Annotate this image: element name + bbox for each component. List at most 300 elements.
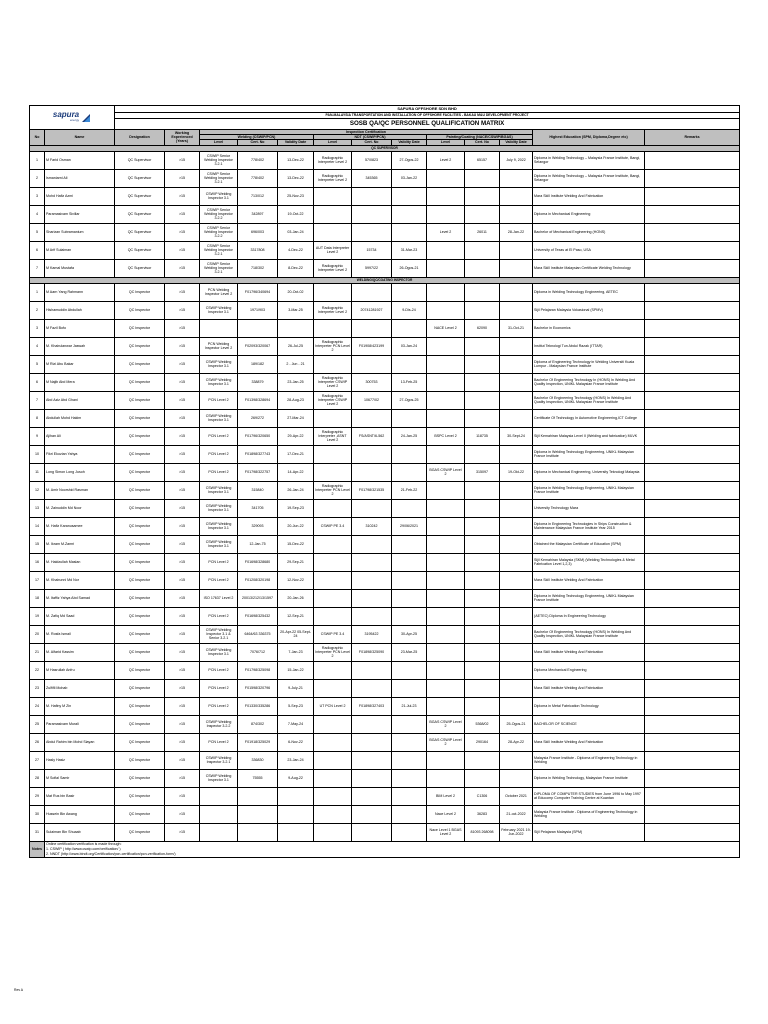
- person-name: M Sofial Samir: [45, 769, 115, 787]
- remarks: [645, 499, 740, 517]
- row-number: 16: [30, 553, 45, 571]
- welding-cert-no: 329093: [238, 517, 278, 535]
- ndt-cert-no: 345365: [352, 169, 392, 187]
- col-designation: Designation: [115, 130, 165, 146]
- welding-cert-no: 315840: [238, 481, 278, 499]
- notes-line: 1. CSWIP ( http://www.cswip.com/verification/ ): [46, 846, 121, 851]
- welding-cert-no: 338879: [238, 373, 278, 391]
- table-row: [30, 499, 740, 517]
- education: Obtained the Malaysian Certificate of Education (SPM): [533, 535, 645, 553]
- welding-level: PCN Level 2: [200, 697, 238, 715]
- welding-level: CSWIP Welding Inspector 3.1: [200, 301, 238, 319]
- ndt-validity: [392, 499, 427, 517]
- table-row: [30, 661, 740, 679]
- experience-years: >15: [165, 661, 200, 679]
- person-name: Long Simon Long Jusoh: [45, 463, 115, 481]
- remarks: [645, 697, 740, 715]
- welding-cert-no: F01698/325432: [238, 607, 278, 625]
- experience-years: >15: [165, 697, 200, 715]
- table-row: [30, 823, 740, 841]
- welding-cert-no: [238, 319, 278, 337]
- painting-validity: [500, 373, 533, 391]
- person-name: M. Itaffiz Yahya Abd Samad: [45, 589, 115, 607]
- section-supervisor: QC SUPERVISOR: [30, 145, 740, 151]
- ndt-level: [314, 499, 352, 517]
- welding-validity: 28-Aug-23: [278, 391, 314, 409]
- welding-level: CSWIP Welding Inspector 3.1: [200, 535, 238, 553]
- section-inspector: WELDING/QC/COATING INSPECTOR: [30, 277, 740, 283]
- person-name: Mat Rus bin Basir: [45, 787, 115, 805]
- welding-validity: 17-Dec-21: [278, 445, 314, 463]
- ndt-level: Radiographic Interpreter Level 2: [314, 169, 352, 187]
- document-title: SOSB QA/QC PERSONNEL QUALIFICATION MATRIX: [115, 119, 740, 130]
- education: Bachelor Of Engineering Technology In (HONS) In Welding And Quality Inspection, UNIKL Malaysian France Institute: [533, 373, 645, 391]
- ndt-validity: 24-Jan-25: [392, 427, 427, 445]
- painting-level: [427, 337, 465, 355]
- education: Institut Teknologi Tun Abdul Razak (ITTAR): [533, 337, 645, 355]
- welding-validity: [278, 823, 314, 841]
- person-name: Hussein Bin Awang: [45, 805, 115, 823]
- designation: QC Supervisor: [115, 187, 165, 205]
- painting-cert-no: [465, 679, 500, 697]
- welding-cert-no: F02093/320067: [238, 337, 278, 355]
- welding-cert-no: 718/302: [238, 259, 278, 277]
- welding-validity: 12-Sep-21: [278, 607, 314, 625]
- person-name: Paramasivam Murali: [45, 715, 115, 733]
- welding-validity: [278, 319, 314, 337]
- painting-level: [427, 355, 465, 373]
- row-number: 3: [30, 187, 45, 205]
- welding-validity: 19-Oct-22: [278, 205, 314, 223]
- table-row: [30, 169, 740, 187]
- table-row: [30, 589, 740, 607]
- painting-level: [427, 445, 465, 463]
- row-number: 25: [30, 715, 45, 733]
- table-row: [30, 697, 740, 715]
- ndt-level: CSWIP PE 3.4: [314, 517, 352, 535]
- table-row: [30, 481, 740, 499]
- table-row: [30, 787, 740, 805]
- ndt-cert-no: [352, 355, 392, 373]
- col-ndt-validity: Validity Date: [392, 140, 427, 145]
- painting-level: [427, 373, 465, 391]
- col-welding-group: Welding (CSWIP/PCN): [200, 135, 314, 140]
- welding-validity: 7-May-24: [278, 715, 314, 733]
- remarks: [645, 187, 740, 205]
- person-name: Abdullah Mohd Hakim: [45, 409, 115, 427]
- row-number: 22: [30, 661, 45, 679]
- ndt-validity: [392, 571, 427, 589]
- welding-level: [200, 805, 238, 823]
- ndt-cert-no: [352, 661, 392, 679]
- table-row: [30, 463, 740, 481]
- experience-years: >15: [165, 373, 200, 391]
- education: Bachelor in Economics: [533, 319, 645, 337]
- designation: QC Inspector: [115, 517, 165, 535]
- remarks: [645, 355, 740, 373]
- welding-level: PCN Level 2: [200, 445, 238, 463]
- ndt-cert-no: 5997/22: [352, 259, 392, 277]
- painting-validity: July 9, 2022: [500, 151, 533, 169]
- education: (AETEC) Diploma In Engineering Technology: [533, 607, 645, 625]
- painting-cert-no: 81093 268098: [465, 823, 500, 841]
- welding-level: CSWIP Senior Welding Inspector 3.2.1: [200, 241, 238, 259]
- remarks: [645, 319, 740, 337]
- painting-level: [427, 571, 465, 589]
- person-name: M. Haidzullah Maslan: [45, 553, 115, 571]
- welding-level: PCN Level 2: [200, 571, 238, 589]
- education: Diploma of Engineering Technology in Welding Universiti Kuala Lumpur - Malaysian France Institute: [533, 355, 645, 373]
- painting-cert-no: [465, 301, 500, 319]
- painting-level: [427, 751, 465, 769]
- designation: QC Supervisor: [115, 151, 165, 169]
- welding-validity: 23-Jan-24: [278, 751, 314, 769]
- painting-level: [427, 517, 465, 535]
- ndt-cert-no: [352, 805, 392, 823]
- education: Sijil Kemahiran Malaysia Level II (Welding and fabrication) MLVK: [533, 427, 645, 445]
- ndt-cert-no: [352, 319, 392, 337]
- painting-cert-no: [465, 769, 500, 787]
- welding-cert-no: 12-Jan-75: [238, 535, 278, 553]
- ndt-cert-no: 20741281927: [352, 301, 392, 319]
- painting-validity: [500, 751, 533, 769]
- ndt-level: [314, 187, 352, 205]
- education: Mara Skill Institute Welding And Fabrication: [533, 643, 645, 661]
- row-number: 7: [30, 391, 45, 409]
- remarks: [645, 301, 740, 319]
- ndt-cert-no: [352, 751, 392, 769]
- ndt-cert-no: [352, 715, 392, 733]
- designation: QC Inspector: [115, 733, 165, 751]
- welding-level: CSWIP Senior Welding Inspector 3.2.1: [200, 259, 238, 277]
- welding-level: [200, 787, 238, 805]
- welding-level: CSWIP Welding Inspector 3.2.1: [200, 751, 238, 769]
- qualification-matrix-table: [29, 105, 740, 858]
- ndt-cert-no: [352, 787, 392, 805]
- painting-cert-no: [465, 625, 500, 643]
- ndt-level: Radiographic Interpreter CSWIP Level 2: [314, 391, 352, 409]
- welding-level: [200, 823, 238, 841]
- welding-validity: 15-Jan-22: [278, 661, 314, 679]
- painting-validity: [500, 187, 533, 205]
- row-number: 21: [30, 643, 45, 661]
- ndt-cert-no: [352, 283, 392, 301]
- designation: QC Inspector: [115, 715, 165, 733]
- row-number: 3: [30, 319, 45, 337]
- welding-cert-no: 75555: [238, 769, 278, 787]
- ndt-validity: 13-Feb-25: [392, 373, 427, 391]
- painting-level: [427, 241, 465, 259]
- remarks: [645, 769, 740, 787]
- education: Diploma in Welding Technology Engineering, UNIKL Malaysian France Institute: [533, 589, 645, 607]
- person-name: Abd Aziz Abd Ghani: [45, 391, 115, 409]
- painting-validity: 19-Okt-22: [500, 463, 533, 481]
- painting-validity: [500, 571, 533, 589]
- education: Malaysia France Institute - Diploma of Engineering Technology in Welding: [533, 805, 645, 823]
- designation: QC Inspector: [115, 589, 165, 607]
- table-row: [30, 571, 740, 589]
- ndt-level: [314, 715, 352, 733]
- remarks: [645, 625, 740, 643]
- ndt-validity: 21-Jul-23: [392, 697, 427, 715]
- welding-level: CSWIP Senior Welding Inspector 3.2.1: [200, 151, 238, 169]
- education: Diploma in Mechanical Engineering: [533, 205, 645, 223]
- table-row: [30, 151, 740, 169]
- row-number: 7: [30, 259, 45, 277]
- table-row: [30, 337, 740, 355]
- table-row: [30, 427, 740, 445]
- painting-validity: [500, 259, 533, 277]
- ndt-cert-no: F01798/321535: [352, 481, 392, 499]
- ndt-level: Radiographic Interpreter Level 2: [314, 259, 352, 277]
- painting-level: [427, 391, 465, 409]
- painting-cert-no: [465, 241, 500, 259]
- designation: QC Inspector: [115, 751, 165, 769]
- remarks: [645, 607, 740, 625]
- ndt-cert-no: [352, 589, 392, 607]
- experience-years: >15: [165, 787, 200, 805]
- painting-cert-no: [465, 409, 500, 427]
- table-row: [30, 283, 740, 301]
- painting-validity: [500, 481, 533, 499]
- painting-level: [427, 679, 465, 697]
- ndt-level: UT PCN Level 2: [314, 697, 352, 715]
- remarks: [645, 283, 740, 301]
- ndt-cert-no: F01908/423199: [352, 337, 392, 355]
- ndt-level: [314, 751, 352, 769]
- ndt-level: [314, 409, 352, 427]
- welding-cert-no: [238, 823, 278, 841]
- education: Mara Skill Institute Welding And Fabrication: [533, 187, 645, 205]
- col-painting-group: Painting/Coating (NACE/CSWIP/BGAS): [427, 135, 533, 140]
- experience-years: >15: [165, 679, 200, 697]
- welding-level: CSWIP Welding Inspector 3.1: [200, 409, 238, 427]
- designation: QC Inspector: [115, 661, 165, 679]
- table-row: [30, 751, 740, 769]
- person-name: Abdul Rahim bin Mohd Siayan: [45, 733, 115, 751]
- table-row: [30, 607, 740, 625]
- painting-validity: [500, 301, 533, 319]
- welding-validity: 29-Sep-21: [278, 553, 314, 571]
- welding-level: PCN Level 2: [200, 391, 238, 409]
- table-row: [30, 259, 740, 277]
- person-name: Sulaiman Bin Shuaab: [45, 823, 115, 841]
- welding-cert-no: F01898/327743: [238, 445, 278, 463]
- experience-years: >15: [165, 499, 200, 517]
- row-number: 13: [30, 499, 45, 517]
- painting-cert-no: [465, 481, 500, 499]
- remarks: [645, 571, 740, 589]
- person-name: M. Zainuddin Md Noor: [45, 499, 115, 517]
- welding-level: CSWIP Welding Inspector 3.1 & Senior 3.2.1: [200, 625, 238, 643]
- ndt-validity: [392, 715, 427, 733]
- welding-cert-no: F01398/328694: [238, 391, 278, 409]
- designation: QC Inspector: [115, 283, 165, 301]
- experience-years: >15: [165, 391, 200, 409]
- ndt-validity: [392, 409, 427, 427]
- row-number: 19: [30, 607, 45, 625]
- painting-level: BGAS CSWIP Level 2: [427, 733, 465, 751]
- education: Bachelor Of Engineering Technology (HONS) In Welding And Quality Inspection, UNIKL Malaysian France Institute: [533, 625, 645, 643]
- ndt-cert-no: [352, 769, 392, 787]
- welding-cert-no: 713/012: [238, 187, 278, 205]
- person-name: M Fazil Bofo: [45, 319, 115, 337]
- welding-cert-no: F01796/340694: [238, 283, 278, 301]
- welding-cert-no: F01330/335286: [238, 697, 278, 715]
- welding-cert-no: [238, 787, 278, 805]
- welding-level: PCN Level 2: [200, 427, 238, 445]
- revision-label: Rev A: [14, 988, 24, 992]
- person-name: M. Khairulanwar Jaswah: [45, 337, 115, 355]
- painting-validity: [500, 553, 533, 571]
- painting-level: [427, 499, 465, 517]
- person-name: M. Alfarid Kassim: [45, 643, 115, 661]
- col-no: No: [30, 130, 45, 146]
- row-number: 4: [30, 337, 45, 355]
- ndt-cert-no: [352, 571, 392, 589]
- ndt-validity: [392, 607, 427, 625]
- painting-validity: [500, 241, 533, 259]
- ndt-cert-no: [352, 463, 392, 481]
- col-welding-cert: Cert. No: [238, 140, 278, 145]
- ndt-level: [314, 607, 352, 625]
- welding-validity: 4-Dec-22: [278, 241, 314, 259]
- col-experience: Working Experienced (Years): [165, 130, 200, 146]
- experience-years: >15: [165, 337, 200, 355]
- painting-cert-no: [465, 445, 500, 463]
- row-number: 23: [30, 679, 45, 697]
- painting-validity: [500, 283, 533, 301]
- painting-level: BIM Level 2: [427, 787, 465, 805]
- welding-level: CSWIP Welding Inspector 3.1: [200, 499, 238, 517]
- painting-level: Nace Level 2: [427, 805, 465, 823]
- education: Diploma in Welding Technology – Malaysia France Institute, Bangi, Selangor: [533, 151, 645, 169]
- painting-cert-no: [465, 283, 500, 301]
- ndt-cert-no: [352, 679, 392, 697]
- person-name: Sharizan Subramanium: [45, 223, 115, 241]
- welding-validity: 13-Dec-22: [278, 151, 314, 169]
- welding-level: CSWIP Welding Inspector 3.1: [200, 481, 238, 499]
- painting-cert-no: [465, 661, 500, 679]
- painting-cert-no: [465, 553, 500, 571]
- ndt-level: [314, 661, 352, 679]
- table-row: [30, 805, 740, 823]
- remarks: [645, 445, 740, 463]
- ndt-validity: 26-Ogos-21: [392, 259, 427, 277]
- experience-years: >15: [165, 445, 200, 463]
- designation: QC Inspector: [115, 571, 165, 589]
- painting-level: [427, 643, 465, 661]
- remarks: [645, 715, 740, 733]
- row-number: 6: [30, 241, 45, 259]
- painting-cert-no: [465, 607, 500, 625]
- painting-validity: [500, 337, 533, 355]
- ndt-cert-no: 300753: [352, 373, 392, 391]
- welding-cert-no: 778/402: [238, 169, 278, 187]
- education: University Technology Mara: [533, 499, 645, 517]
- painting-level: [427, 661, 465, 679]
- designation: QC Supervisor: [115, 241, 165, 259]
- table-row: [30, 715, 740, 733]
- painting-cert-no: [465, 643, 500, 661]
- education: Diploma in Engineering Technologies in Ships Construction & Maintenance Malaysian France Institute Year 2015: [533, 517, 645, 535]
- ndt-level: [314, 805, 352, 823]
- designation: QC Inspector: [115, 499, 165, 517]
- experience-years: >15: [165, 151, 200, 169]
- education: Sijil Kemahiran Malaysia (SKM) (Welding Technologies & Metal Fabrication Level 1,2,3): [533, 553, 645, 571]
- painting-cert-no: 36283: [465, 805, 500, 823]
- painting-cert-no: 290164: [465, 733, 500, 751]
- painting-cert-no: [465, 697, 500, 715]
- experience-years: >15: [165, 625, 200, 643]
- painting-level: BGAS CSWIP Level 2: [427, 715, 465, 733]
- painting-validity: 31-Oct-21: [500, 319, 533, 337]
- ndt-cert-no: 10677/02: [352, 391, 392, 409]
- experience-years: >15: [165, 643, 200, 661]
- ndt-validity: 21-Feb-22: [392, 481, 427, 499]
- painting-cert-no: [465, 751, 500, 769]
- row-number: 8: [30, 409, 45, 427]
- ndt-level: AUT Data Interpreter Level 2: [314, 241, 352, 259]
- experience-years: >15: [165, 319, 200, 337]
- education: Malaysia France Institute - Diploma of Engineering Technology in Welding: [533, 751, 645, 769]
- ndt-cert-no: [352, 607, 392, 625]
- welding-validity: 27-Mar-24: [278, 409, 314, 427]
- row-number: 15: [30, 535, 45, 553]
- notes-body: [45, 841, 740, 857]
- ndt-level: [314, 223, 352, 241]
- welding-level: [200, 319, 238, 337]
- ndt-validity: [392, 283, 427, 301]
- welding-validity: 29-Apr-22: [278, 427, 314, 445]
- experience-years: >15: [165, 301, 200, 319]
- education: Mara Skill Institute Welding And Fabrication: [533, 679, 645, 697]
- painting-cert-no: [465, 499, 500, 517]
- painting-level: BGAS CSWIP Level 2: [427, 463, 465, 481]
- painting-cert-no: C1306: [465, 787, 500, 805]
- ndt-validity: 31-Mar-23: [392, 241, 427, 259]
- ndt-validity: [392, 223, 427, 241]
- welding-validity: 2 - Jun - 21: [278, 355, 314, 373]
- education: Sijil Pelajaran Malaysia Vokasional (SPMV): [533, 301, 645, 319]
- row-number: 11: [30, 463, 45, 481]
- welding-validity: 6-Nov-22: [278, 733, 314, 751]
- ndt-validity: 23-Mar-25: [392, 643, 427, 661]
- painting-validity: [500, 679, 533, 697]
- logo: [30, 106, 115, 130]
- col-ndt-group: NDT (CSWIP/PCN): [314, 135, 427, 140]
- painting-level: [427, 283, 465, 301]
- experience-years: >15: [165, 283, 200, 301]
- remarks: [645, 205, 740, 223]
- ndt-level: [314, 571, 352, 589]
- welding-cert-no: 189/182: [238, 355, 278, 373]
- welding-cert-no: F01798/322757: [238, 463, 278, 481]
- experience-years: >15: [165, 823, 200, 841]
- experience-years: >15: [165, 571, 200, 589]
- education: Diploma in Mechanical Engineering, University Teknologi Malaysia: [533, 463, 645, 481]
- welding-cert-no: 696/003: [238, 223, 278, 241]
- welding-validity: 13-Dec-22: [278, 169, 314, 187]
- row-number: 1: [30, 151, 45, 169]
- painting-level: [427, 187, 465, 205]
- designation: QC Inspector: [115, 535, 165, 553]
- row-number: 18: [30, 589, 45, 607]
- welding-validity: 20-Jan-26: [278, 589, 314, 607]
- welding-validity: 12-Nov-22: [278, 571, 314, 589]
- ndt-cert-no: [352, 205, 392, 223]
- ndt-level: Radiographic Interpreter PCN Level 2: [314, 643, 352, 661]
